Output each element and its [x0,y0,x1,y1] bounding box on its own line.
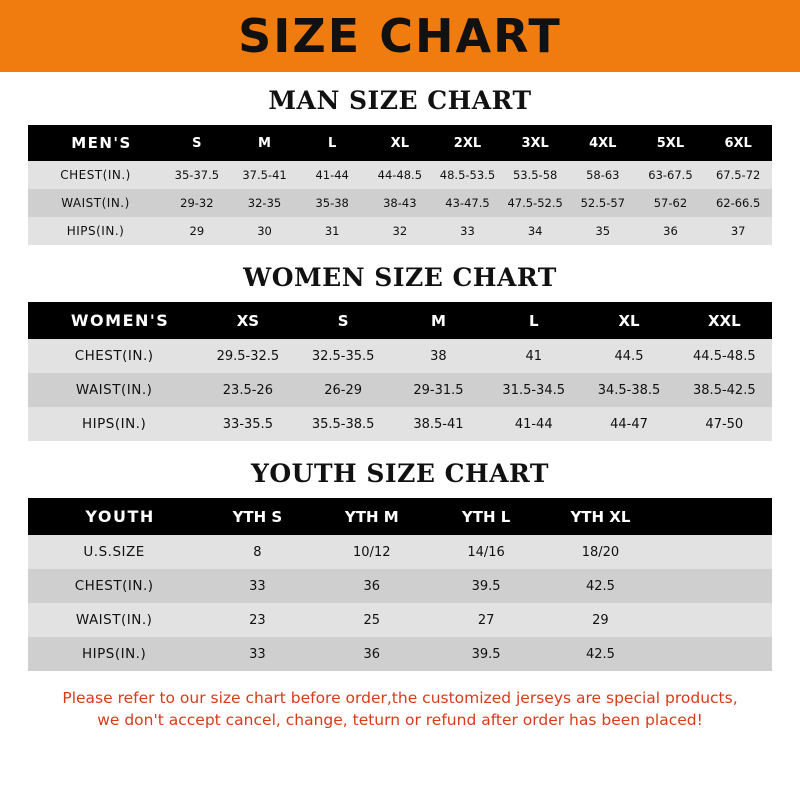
man-chest-4xl: 58-63 [586,168,620,182]
youth-row-hips-label: HIPS(IN.) [81,646,147,662]
women-header-m: M [430,311,446,330]
banner [0,0,800,72]
women-header-s: S [337,311,349,330]
women-hips-s: 35.5-38.5 [311,416,375,432]
man-hips-3xl: 34 [527,224,543,238]
man-header-5xl: 5XL [656,135,685,151]
youth-hips-l: 39.5 [471,646,501,662]
man-header-xl: XL [390,135,409,151]
youth-chest-m: 36 [363,578,381,594]
youth-chest-s: 33 [249,578,266,594]
women-header-xl: XL [618,311,640,330]
man-waist-l: 35-38 [315,196,349,210]
women-section-title: WOMEN SIZE CHART [243,263,557,292]
women-waist-m: 29-31.5 [413,382,464,398]
man-hips-l: 31 [324,224,340,238]
women-table-body [28,339,772,441]
table-header-row [28,302,772,339]
table-row [28,373,772,407]
page-title: SIZE CHART [238,9,562,63]
man-header-3xl: 3XL [521,135,549,151]
man-waist-6xl: 62-66.5 [715,196,761,210]
man-header-l: L [328,135,337,151]
youth-row-chest-label: CHEST(IN.) [74,578,154,594]
youth-section-title: YOUTH SIZE CHART [251,459,549,488]
man-waist-5xl: 57-62 [653,196,688,210]
youth-ussize-xl: 18/20 [581,544,620,560]
women-header-xxl: XXL [707,311,741,330]
youth-waist-s: 23 [249,612,266,628]
women-hips-m: 38.5-41 [413,416,464,432]
table-row [28,189,772,217]
youth-row-ussize-label: U.S.SIZE [83,544,145,560]
youth-waist-blank [658,603,772,637]
man-chest-xl: 44-48.5 [377,168,423,182]
youth-hips-blank [658,637,772,671]
women-chest-xxl: 44.5-48.5 [693,348,756,364]
footer-note-line-1: Please refer to our size chart before order,the customized jerseys are special products, [62,689,738,707]
table-header-row [28,125,772,161]
women-hips-xl: 44-47 [610,416,648,432]
women-row-hips-label: HIPS(IN.) [81,416,147,432]
women-hips-l: 41-44 [514,416,553,432]
man-hips-s: 29 [189,224,205,238]
women-row-chest-label: CHEST(IN.) [74,348,154,364]
table-row [28,161,772,189]
man-hips-5xl: 36 [663,224,678,238]
man-table-body [28,161,772,245]
content [0,86,800,732]
man-waist-s: 29-32 [180,196,214,210]
youth-ussize-m: 10/12 [353,544,391,560]
women-waist-xxl: 38.5-42.5 [693,382,756,398]
youth-header-l: YTH L [461,507,511,526]
man-hips-m: 30 [257,224,272,238]
youth-size-table [28,498,772,671]
footer-note-line-2: we don't accept cancel, change, teturn or refund after order has been placed! [97,711,703,730]
table-row [28,339,772,373]
table-row [28,603,772,637]
man-section-title: MAN SIZE CHART [268,86,532,115]
man-waist-3xl: 47.5-52.5 [507,196,563,210]
man-chest-2xl: 48.5-53.5 [439,168,496,182]
youth-header-xl: YTH XL [570,507,631,526]
man-header-4xl: 4XL [589,135,617,151]
women-waist-xs: 23.5-26 [222,382,273,398]
man-chest-3xl: 53.5-58 [512,168,558,182]
man-waist-2xl: 43-47.5 [445,196,490,210]
man-waist-xl: 38-43 [383,196,417,210]
youth-table-body [28,535,772,671]
women-chest-s: 32.5-35.5 [311,348,375,364]
man-chest-m: 37.5-41 [242,168,287,182]
women-header-label: WOMEN'S [70,311,170,330]
women-header-xs: XS [236,311,260,330]
man-hips-4xl: 35 [595,224,611,238]
women-header-l: L [528,311,539,330]
table-row [28,217,772,245]
man-chest-6xl: 67.5-72 [715,168,761,182]
youth-chest-xl: 42.5 [585,578,615,594]
man-chest-s: 35-37.5 [174,168,220,182]
youth-chest-l: 39.5 [471,578,501,594]
table-row [28,637,772,671]
women-hips-xxl: 47-50 [705,416,744,432]
youth-hips-xl: 42.5 [585,646,615,662]
table-row [28,569,772,603]
man-row-waist-label: WAIST(IN.) [61,196,130,210]
youth-ussize-s: 8 [253,544,262,560]
women-size-table [28,302,772,441]
man-row-chest-label: CHEST(IN.) [60,168,131,182]
women-chest-xs: 29.5-32.5 [216,348,280,364]
man-table-header [28,125,772,161]
man-row-hips-label: HIPS(IN.) [66,224,125,238]
man-header-m: M [258,135,271,151]
man-waist-4xl: 52.5-57 [580,196,625,210]
youth-ussize-l: 14/16 [467,544,505,560]
youth-table-header [28,498,772,535]
youth-header-s: YTH S [232,507,283,526]
women-row-waist-label: WAIST(IN.) [75,382,153,398]
youth-waist-xl: 29 [592,612,609,628]
table-header-row [28,498,772,535]
women-waist-l: 31.5-34.5 [502,382,566,398]
women-chest-xl: 44.5 [614,348,644,364]
youth-chest-blank [658,569,772,603]
footer-note [28,687,772,732]
man-size-table [28,125,772,245]
youth-hips-m: 36 [363,646,381,662]
man-hips-6xl: 37 [730,224,746,238]
youth-header-label: YOUTH [85,507,155,526]
man-waist-m: 32-35 [247,196,282,210]
youth-row-waist-label: WAIST(IN.) [75,612,153,628]
man-chest-5xl: 63-67.5 [648,168,693,182]
man-header-6xl: 6XL [724,135,752,151]
women-chest-l: 41 [525,348,542,364]
youth-hips-s: 33 [249,646,266,662]
youth-ussize-blank [658,535,772,569]
man-header-label: MEN'S [71,134,132,152]
youth-waist-m: 25 [363,612,381,628]
women-hips-xs: 33-35.5 [222,416,273,432]
youth-header-m: YTH M [344,507,399,526]
table-row [28,535,772,569]
man-hips-2xl: 33 [460,224,475,238]
women-waist-s: 26-29 [324,382,363,398]
man-hips-xl: 32 [392,224,408,238]
women-table-header [28,302,772,339]
women-waist-xl: 34.5-38.5 [597,382,661,398]
man-header-s: S [192,135,202,151]
man-chest-l: 41-44 [315,168,349,182]
table-row [28,407,772,441]
youth-header-blank [658,498,772,535]
women-chest-m: 38 [430,348,447,364]
man-header-2xl: 2XL [453,135,482,151]
youth-waist-l: 27 [477,612,495,628]
